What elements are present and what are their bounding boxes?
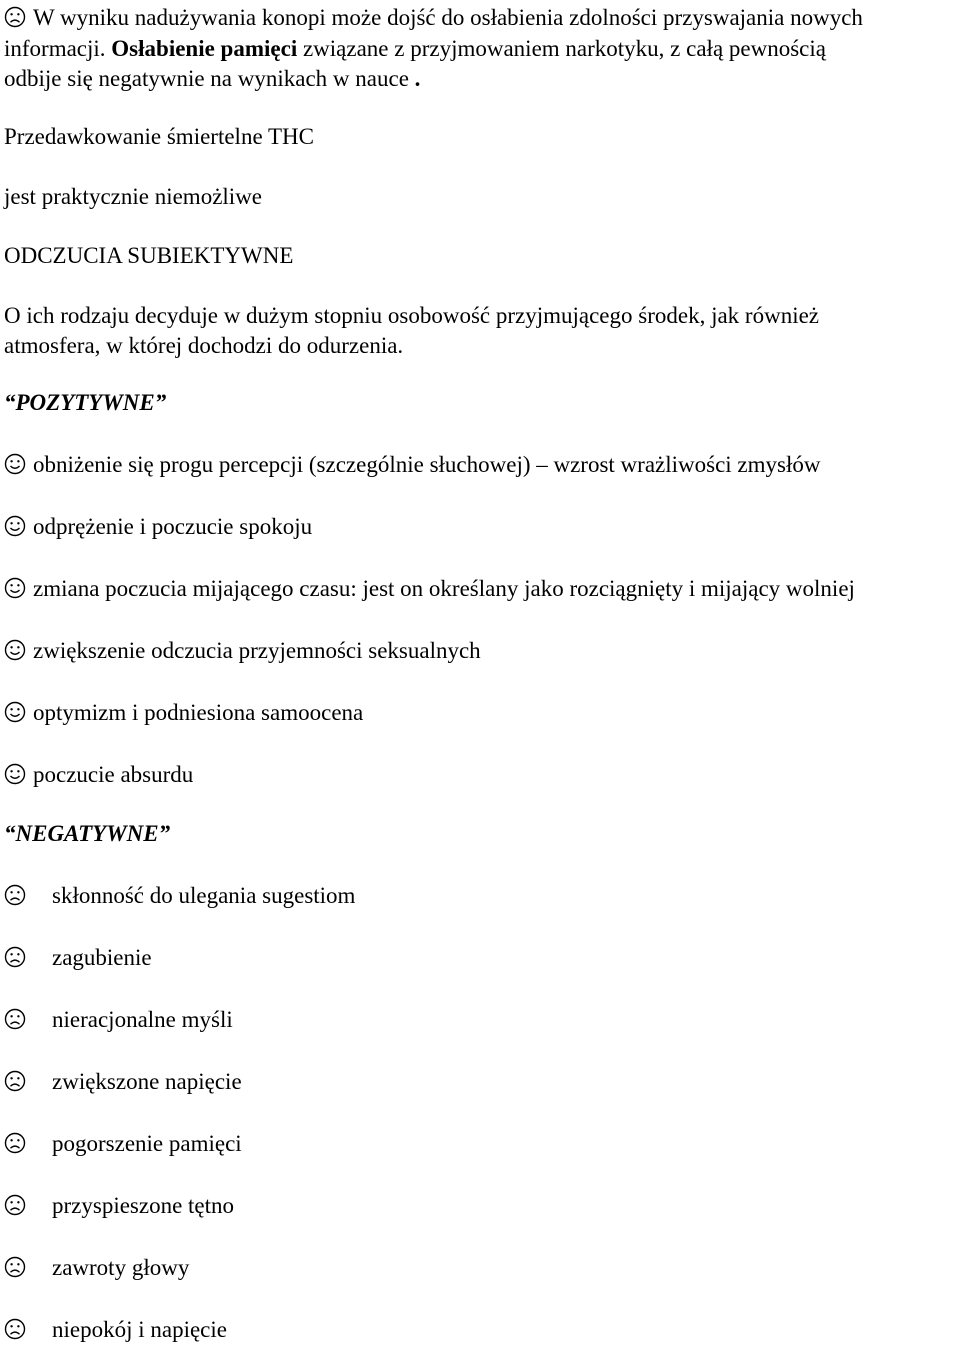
positive-heading: “POZYTYWNE” [4,390,167,415]
list-item [4,1066,242,1097]
frowning-face-icon [4,1008,26,1030]
frowning-face-icon [4,1132,26,1154]
frowning-face-icon [4,6,26,28]
positive-item-text: odprężenie i poczucie spokoju [33,514,313,539]
positive-item-text: obniżenie się progu percepcji (szczególnie słuchowej) – wzrost wrażliwości zmysłów [33,452,821,477]
smiling-face-icon [4,701,26,723]
section-title: ODCZUCIA SUBIEKTYWNE [4,243,294,268]
intro-line-2 [4,33,826,64]
overdose-line-2: jest praktycznie niemożliwe [4,184,263,209]
smiling-face-icon [4,639,26,661]
description-line-2: atmosfera, w której dochodzi do odurzenia. [4,333,404,358]
list-item [4,759,193,790]
intro-text-2b: związane z przyjmowaniem narkotyku, z całą pewnością [297,36,826,61]
list-item [4,880,355,911]
frowning-face-icon [4,1070,26,1092]
smiling-face-icon [4,763,26,785]
positive-item-text: zmiana poczucia mijającego czasu: jest on określany jako rozciągnięty i mijający wolniej [33,576,855,601]
list-item [4,573,855,604]
list-item [4,1128,242,1159]
frowning-face-icon [4,1194,26,1216]
intro-text-3: odbije się negatywnie na wynikach w nauce [4,66,409,91]
smiling-face-icon [4,453,26,475]
smiling-face-icon [4,515,26,537]
smiling-face-icon [4,577,26,599]
negative-item-text: zwiększone napięcie [52,1069,242,1094]
list-item [4,1190,234,1221]
list-item [4,1004,233,1035]
negative-item-text: zagubienie [52,945,152,970]
negative-heading: “NEGATYWNE” [4,821,171,846]
list-item [4,635,481,666]
positive-item-text: zwiększenie odczucia przyjemności seksualnych [33,638,481,663]
negative-item-text: niepokój i napięcie [52,1317,227,1342]
negative-item-text: przyspieszone tętno [52,1193,235,1218]
positive-item-text: optymizm i podniesiona samoocena [33,700,364,725]
frowning-face-icon [4,946,26,968]
negative-item-text: nieracjonalne myśli [52,1007,233,1032]
negative-item-text: skłonność do ulegania sugestiom [52,883,356,908]
overdose-line-1: Przedawkowanie śmiertelne THC [4,124,314,149]
description-line-1: O ich rodzaju decyduje w dużym stopniu osobowość przyjmującego środek, jak również [4,303,820,328]
negative-item-text: pogorszenie pamięci [52,1131,242,1156]
list-item [4,1252,189,1283]
list-item [4,449,820,480]
intro-text-1: W wyniku nadużywania konopi może dojść do osłabienia zdolności przyswajania nowych [33,5,863,30]
frowning-face-icon [4,884,26,906]
frowning-face-icon [4,1318,26,1340]
frowning-face-icon [4,1256,26,1278]
intro-text-3-end: . [408,66,421,91]
negative-item-text: zawroty głowy [52,1255,190,1280]
list-item [4,697,363,728]
list-item [4,942,152,973]
positive-item-text: poczucie absurdu [33,762,194,787]
list-item [4,1314,227,1345]
intro-bold-memory: Osłabienie pamięci [111,36,298,61]
list-item [4,511,312,542]
intro-line-1 [4,2,863,33]
intro-text-2a: informacji. [4,36,112,61]
intro-line-3 [4,63,420,94]
